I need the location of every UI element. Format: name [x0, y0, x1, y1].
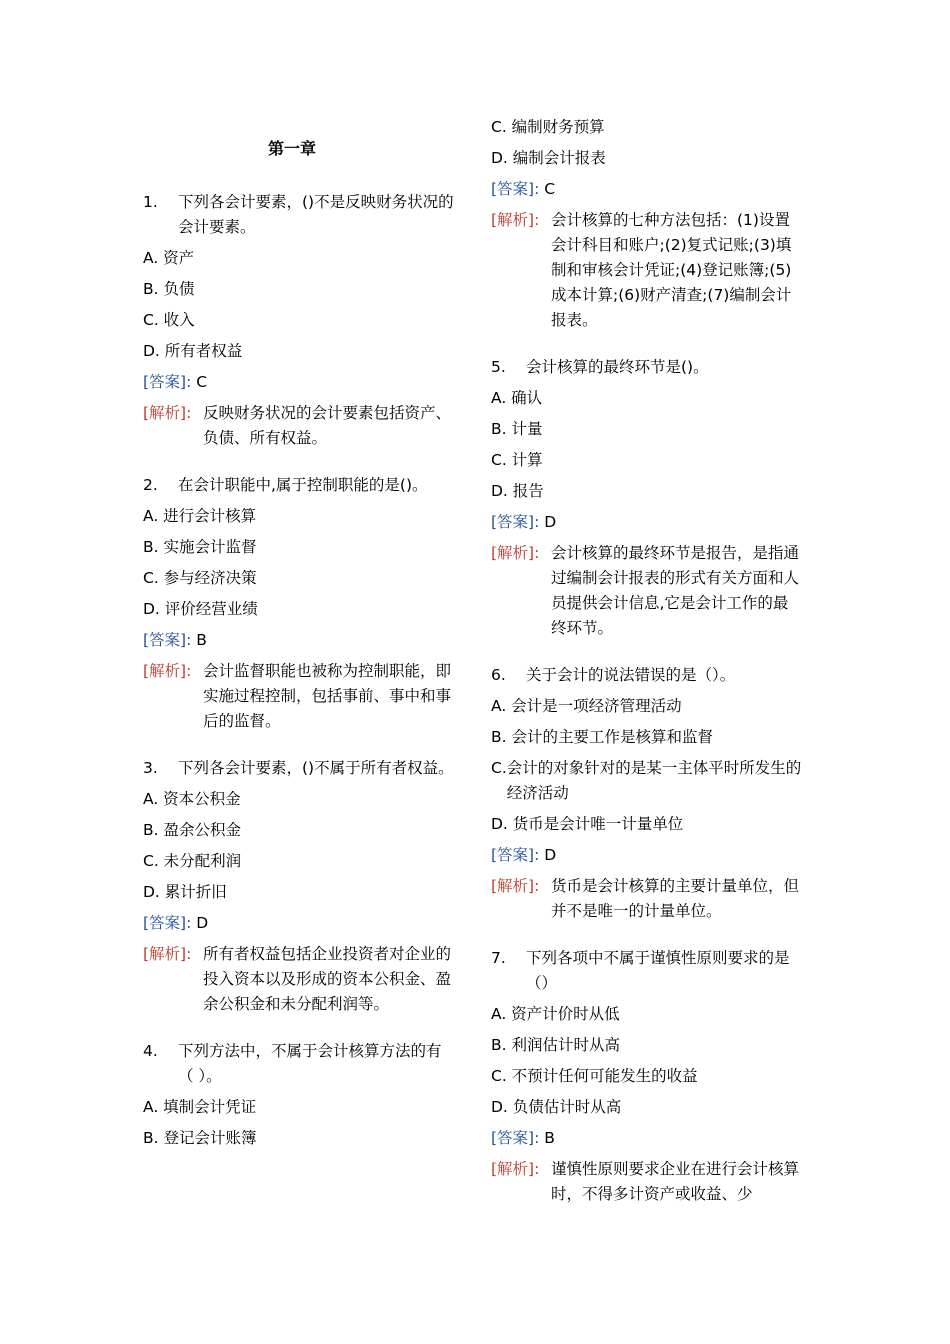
option-b: B. 实施会计监督	[143, 538, 257, 556]
answer-label: [答案]:	[143, 373, 192, 391]
question-number: 1.	[143, 193, 158, 211]
question-7	[491, 946, 803, 1207]
answer-value: D	[544, 513, 557, 531]
explain-label: [解析]:	[491, 544, 540, 562]
question-text: 下列方法中，不属于会计核算方法的有（ ）。	[178, 1042, 442, 1085]
option-d: D. 评价经营业绩	[143, 600, 258, 618]
question-number: 7.	[491, 949, 506, 967]
explain-label: [解析]:	[491, 1160, 540, 1178]
option-c: C. 计算	[491, 451, 543, 469]
explanation	[491, 208, 803, 333]
page-title: 第一章	[268, 139, 317, 158]
answer-value: B	[544, 1129, 555, 1147]
answer-line	[491, 843, 803, 868]
answer-value: C	[544, 180, 556, 198]
explanation	[143, 659, 455, 734]
option-d: D. 报告	[491, 482, 544, 500]
answer-line	[143, 370, 455, 395]
question-text: 下列各会计要素，()不是反映财务状况的会计要素。	[178, 193, 454, 236]
option-c-label: C.	[491, 759, 507, 777]
option-b: B. 登记会计账簿	[143, 1129, 257, 1147]
answer-label: [答案]:	[491, 1129, 540, 1147]
question-3	[143, 756, 455, 1017]
explain-label: [解析]:	[143, 404, 192, 422]
option-c-text: 会计的对象针对的是某一主体平时所发生的经济活动	[506, 759, 802, 802]
question-text: 关于会计的说法错误的是（）。	[526, 666, 736, 684]
answer-label: [答案]:	[491, 846, 540, 864]
answer-line	[491, 510, 803, 535]
explain-text: 会计核算的最终环节是报告，是指通过编制会计报表的形式有关方面和人员提供会计信息,它是会计工作的最终环节。	[551, 544, 800, 637]
option-d: D. 所有者权益	[143, 342, 243, 360]
left-column	[143, 190, 455, 1173]
option-a: A. 进行会计核算	[143, 507, 257, 525]
explanation	[491, 874, 803, 924]
question-4-continued	[491, 115, 803, 333]
option-a: A. 资产计价时从低	[491, 1005, 620, 1023]
explain-text: 谨慎性原则要求企业在进行会计核算时，不得多计资产或收益、少	[551, 1160, 800, 1203]
explain-label: [解析]:	[143, 662, 192, 680]
option-b: B. 计量	[491, 420, 543, 438]
answer-value: B	[196, 631, 207, 649]
explanation	[491, 1157, 803, 1207]
answer-line	[491, 1126, 803, 1151]
option-d: D. 货币是会计唯一计量单位	[491, 815, 684, 833]
option-a: A. 会计是一项经济管理活动	[491, 697, 682, 715]
question-6	[491, 663, 803, 924]
answer-value: D	[196, 914, 209, 932]
explain-label: [解析]:	[491, 211, 540, 229]
question-4	[143, 1039, 455, 1151]
question-2	[143, 473, 455, 734]
question-text: 下列各会计要素，()不属于所有者权益。	[178, 759, 454, 777]
explain-text: 所有者权益包括企业投资者对企业的投入资本以及形成的资本公积金、盈余公积金和未分配利润等。	[203, 945, 452, 1013]
explain-text: 货币是会计核算的主要计量单位，但并不是唯一的计量单位。	[551, 877, 800, 920]
option-b: B. 会计的主要工作是核算和监督	[491, 728, 713, 746]
question-text: 下列各项中不属于谨慎性原则要求的是 （）	[526, 949, 790, 992]
answer-value: D	[544, 846, 557, 864]
explanation	[143, 942, 455, 1017]
explain-label: [解析]:	[491, 877, 540, 895]
right-column	[491, 115, 803, 1229]
explain-text: 会计监督职能也被称为控制职能，即实施过程控制，包括事前、事中和事后的监督。	[203, 662, 452, 730]
option-c: C. 参与经济决策	[143, 569, 257, 587]
question-text: 在会计职能中,属于控制职能的是()。	[178, 476, 428, 494]
explain-label: [解析]:	[143, 945, 192, 963]
option-a: A. 确认	[491, 389, 543, 407]
question-number: 6.	[491, 666, 506, 684]
question-number: 4.	[143, 1042, 158, 1060]
option-c: C. 收入	[143, 311, 195, 329]
question-text: 会计核算的最终环节是()。	[526, 358, 709, 376]
option-b: B. 利润估计时从高	[491, 1036, 620, 1054]
question-number: 2.	[143, 476, 158, 494]
question-number: 5.	[491, 358, 506, 376]
explain-text: 会计核算的七种方法包括：(1)设置会计科目和账户;(2)复式记账;(3)填制和审核会计凭证;(4)登记账簿;(5)成本计算;(6)财产清查;(7)编制会计报表。	[551, 211, 792, 329]
question-5	[491, 355, 803, 641]
option-c: C. 未分配利润	[143, 852, 242, 870]
answer-line	[491, 177, 803, 202]
question-number: 3.	[143, 759, 158, 777]
option-a: A. 填制会计凭证	[143, 1098, 257, 1116]
answer-line	[143, 628, 455, 653]
option-d: D. 负债估计时从高	[491, 1098, 622, 1116]
option-a: A. 资本公积金	[143, 790, 241, 808]
explanation	[491, 541, 803, 641]
answer-label: [答案]:	[143, 914, 192, 932]
option-d: D. 累计折旧	[143, 883, 227, 901]
option-c: C. 不预计任何可能发生的收益	[491, 1067, 698, 1085]
option-b: B. 负债	[143, 280, 195, 298]
option-d: D. 编制会计报表	[491, 149, 606, 167]
option-c: C. 编制财务预算	[491, 118, 605, 136]
option-a: A. 资产	[143, 249, 195, 267]
explanation	[143, 401, 455, 451]
answer-line	[143, 911, 455, 936]
answer-label: [答案]:	[491, 513, 540, 531]
answer-label: [答案]:	[143, 631, 192, 649]
option-c	[491, 756, 803, 806]
option-b: B. 盈余公积金	[143, 821, 241, 839]
answer-value: C	[196, 373, 208, 391]
explain-text: 反映财务状况的会计要素包括资产、负债、所有权益。	[203, 404, 452, 447]
question-1	[143, 190, 455, 451]
answer-label: [答案]:	[491, 180, 540, 198]
